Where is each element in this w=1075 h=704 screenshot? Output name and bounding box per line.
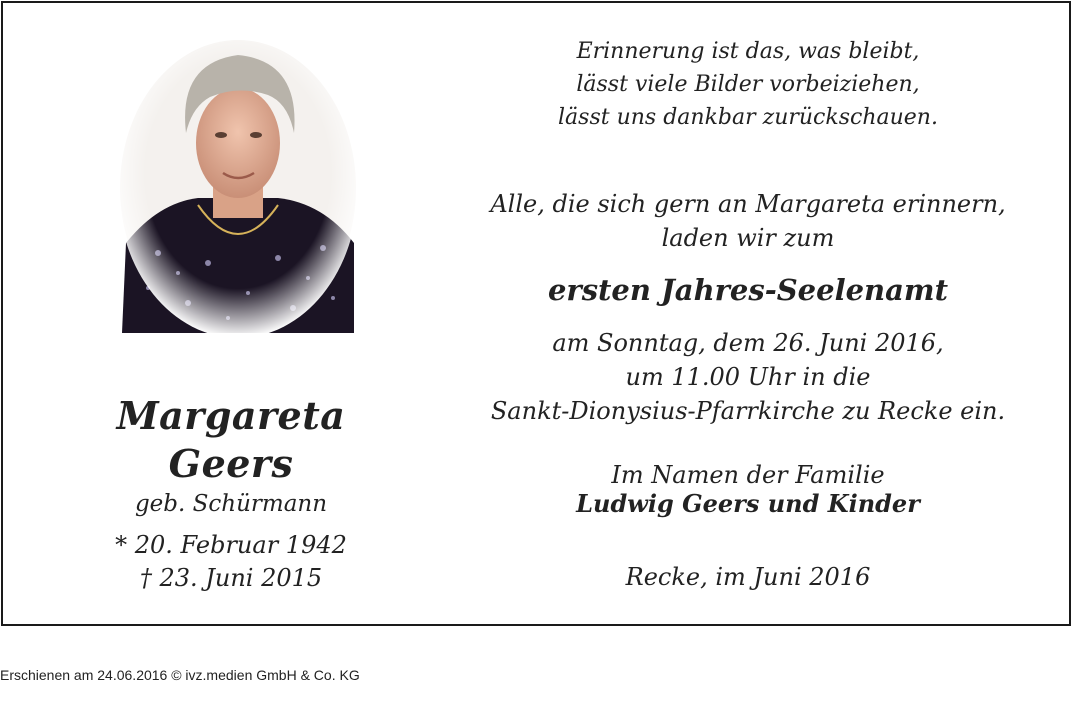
details-line: Sankt-Dionysius-Pfarrkirche zu Recke ein. — [490, 397, 1006, 425]
verse-line: lässt viele Bilder vorbeiziehen, — [576, 72, 920, 97]
birth-date: * 20. Februar 1942 — [115, 531, 347, 559]
death-date: † 23. Juni 2015 — [139, 564, 323, 592]
verse-line: Erinnerung ist das, was bleibt, — [576, 39, 920, 64]
publication-footer: Erschienen am 24.06.2016 © ivz.medien GmbH & Co. KG — [0, 667, 360, 683]
memorial-verse — [473, 35, 1023, 134]
invite-line: Alle, die sich gern an Margareta erinnern, — [490, 190, 1006, 218]
family-name: Ludwig Geers und Kinder — [576, 489, 920, 518]
event-details — [473, 326, 1023, 428]
details-line: am Sonntag, dem 26. Juni 2016, — [552, 329, 944, 357]
details-line: um 11.00 Uhr in die — [625, 363, 871, 391]
obituary-card — [1, 1, 1071, 626]
portrait-photo — [118, 33, 358, 333]
event-title: ersten Jahres-Seelenamt — [547, 273, 949, 307]
invitation-text — [473, 187, 1023, 255]
deceased-last-name: Geers — [168, 441, 294, 486]
family-intro: Im Namen der Familie — [611, 461, 885, 489]
deceased-first-name: Margareta — [116, 393, 346, 438]
verse-line: lässt uns dankbar zurückschauen. — [558, 105, 938, 130]
place-date: Recke, im Juni 2016 — [625, 563, 871, 591]
birth-name: geb. Schürmann — [134, 491, 328, 517]
invite-line: laden wir zum — [661, 224, 835, 252]
